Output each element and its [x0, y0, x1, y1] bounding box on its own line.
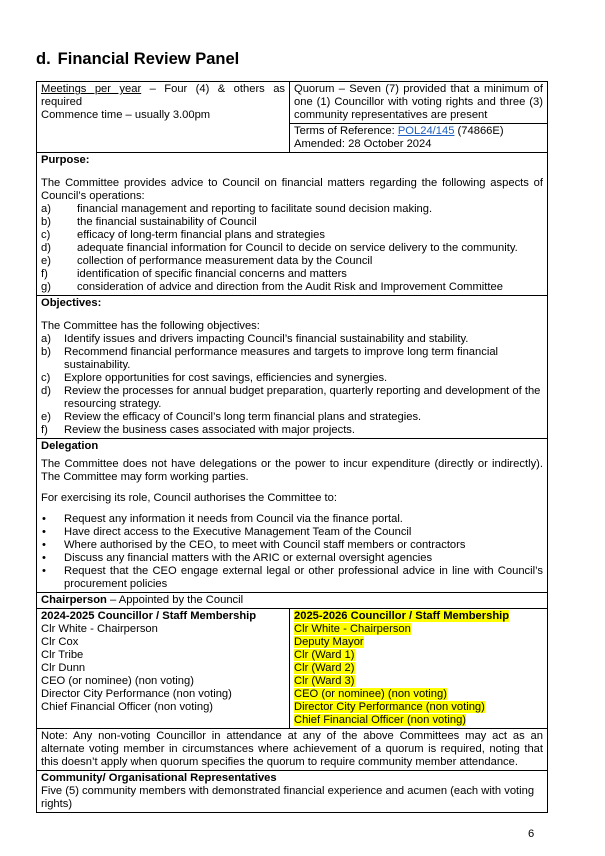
purpose-item-text: consideration of advice and direction from the Audit Risk and Improvement Committee — [77, 281, 503, 293]
membership-2024-list — [41, 623, 285, 714]
section-number: d. — [36, 50, 51, 68]
amended-date: Amended: 28 October 2024 — [294, 138, 432, 150]
member-2025-row — [294, 623, 543, 636]
purpose-item-text: identification of specific financial concerns and matters — [77, 268, 347, 280]
objectives-row — [37, 296, 548, 439]
section-heading — [36, 50, 239, 69]
objective-item-text: Review the efficacy of Council’s long term financial plans and strategies. — [64, 411, 422, 423]
purpose-row — [37, 153, 548, 296]
purpose-item — [41, 281, 543, 294]
purpose-item-text: financial management and reporting to facilitate sound decision making. — [77, 203, 433, 215]
purpose-item-text: collection of performance measurement data by the Council — [77, 255, 373, 267]
meetings-row — [37, 82, 548, 153]
chairperson-row — [37, 593, 548, 609]
membership-2024-cell — [37, 609, 290, 729]
page-number: 6 — [528, 828, 535, 840]
purpose-item-marker: d) — [41, 242, 51, 254]
objective-item — [41, 385, 543, 411]
bullet-icon: • — [42, 565, 46, 577]
member-2025-row — [294, 636, 543, 649]
objective-item — [41, 411, 543, 424]
delegation-item — [41, 513, 543, 526]
purpose-item — [41, 216, 543, 229]
membership-row — [37, 609, 548, 729]
delegation-authorises: For exercising its role, Council authorises the Committee to: — [41, 492, 337, 504]
objective-item-marker: c) — [41, 372, 51, 384]
member-2024: Director City Performance (non voting) — [41, 688, 232, 700]
purpose-item-text: the financial sustainability of Council — [77, 216, 257, 228]
objective-item — [41, 424, 543, 437]
objectives-title: Objectives: — [41, 297, 102, 309]
bullet-icon: • — [42, 552, 46, 564]
chairperson-text: – Appointed by the Council — [106, 594, 244, 606]
policy-link[interactable]: POL24/145 — [397, 125, 455, 137]
delegation-cell — [37, 439, 548, 593]
objective-item-text: Recommend financial performance measures and targets to improve long term financial sustainability. — [64, 346, 499, 371]
terms-label: Terms of Reference: — [294, 125, 398, 137]
purpose-list — [41, 203, 543, 294]
delegation-paragraph: The Committee does not have delegations or the power to incur expenditure (directly or indirectly). The Committee may form working parties. — [41, 458, 543, 483]
terms-of-reference — [290, 124, 547, 152]
member-2024: CEO (or nominee) (non voting) — [41, 675, 194, 687]
bullet-icon: • — [42, 513, 46, 525]
membership-2024-title: 2024-2025 Councillor / Staff Membership — [41, 610, 257, 622]
member-2025-row — [294, 688, 543, 701]
member-2024: Clr Dunn — [41, 662, 86, 674]
member-2025: Chief Financial Officer (non voting) — [294, 714, 467, 726]
purpose-item-marker: f) — [41, 268, 48, 280]
meetings-text: – Four (4) & others as required — [41, 83, 286, 108]
community-cell — [37, 771, 548, 813]
member-2025-row — [294, 701, 543, 714]
bullet-icon: • — [42, 526, 46, 538]
member-2024: Clr White - Chairperson — [41, 623, 158, 635]
purpose-item — [41, 255, 543, 268]
objective-item — [41, 333, 543, 346]
member-2025: Director City Performance (non voting) — [294, 701, 485, 713]
committee-table-wrapper — [36, 81, 547, 813]
membership-2025-title: 2025-2026 Councillor / Staff Membership — [294, 610, 510, 622]
meetings-cell — [37, 82, 290, 153]
purpose-item-marker: b) — [41, 216, 51, 228]
objective-item-marker: a) — [41, 333, 51, 345]
delegation-list — [41, 513, 543, 591]
commence-time: Commence time – usually 3.00pm — [41, 109, 211, 121]
delegation-item-text: Request that the CEO engage external legal or other professional advice in line with Council’s procurement policies — [64, 565, 543, 590]
delegation-item-text: Discuss any financial matters with the ARIC or external oversight agencies — [64, 552, 433, 564]
member-2025: CEO (or nominee) (non voting) — [294, 688, 447, 700]
member-2025: Deputy Mayor — [294, 636, 364, 648]
objective-item-marker: f) — [41, 424, 48, 436]
delegation-row — [37, 439, 548, 593]
member-2025-row — [294, 649, 543, 662]
community-row — [37, 771, 548, 813]
member-2024: Clr Cox — [41, 636, 79, 648]
purpose-item-marker: a) — [41, 203, 51, 215]
objective-item — [41, 346, 543, 372]
objective-item-text: Review the processes for annual budget preparation, quarterly reporting and development of the resourcing strategy. — [64, 385, 541, 410]
terms-code: (74866E) — [454, 125, 504, 137]
member-2025: Clr (Ward 3) — [294, 675, 355, 687]
delegation-item-text: Request any information it needs from Council via the finance portal. — [64, 513, 403, 525]
delegation-item — [41, 565, 543, 591]
note-row — [37, 729, 548, 771]
objective-item-marker: b) — [41, 346, 51, 358]
purpose-title: Purpose: — [41, 154, 90, 166]
objectives-intro: The Committee has the following objectives: — [41, 320, 260, 332]
purpose-item-text: efficacy of long-term financial plans and strategies — [77, 229, 325, 241]
member-2025-row — [294, 662, 543, 675]
purpose-intro: The Committee provides advice to Council on financial matters regarding the following aspects of Council’s operations: — [41, 177, 543, 202]
community-text: Five (5) community members with demonstrated financial experience and acumen (each with voting rights) — [41, 785, 535, 810]
member-2024: Chief Financial Officer (non voting) — [41, 701, 214, 713]
purpose-item — [41, 229, 543, 242]
delegation-item — [41, 539, 543, 552]
member-2025: Clr (Ward 2) — [294, 662, 355, 674]
bullet-icon: • — [42, 539, 46, 551]
quorum-terms-cell — [290, 82, 548, 153]
purpose-item-marker: c) — [41, 229, 51, 241]
purpose-item — [41, 268, 543, 281]
objectives-list — [41, 333, 543, 437]
objectives-cell — [37, 296, 548, 439]
meetings-label: Meetings per year — [41, 83, 142, 95]
chairperson-cell — [37, 593, 548, 609]
purpose-item — [41, 242, 543, 255]
delegation-item-text: Have direct access to the Executive Management Team of the Council — [64, 526, 412, 538]
delegation-item — [41, 552, 543, 565]
member-2025: Clr (Ward 1) — [294, 649, 355, 661]
committee-table — [36, 81, 548, 813]
objective-item-text: Review the business cases associated with major projects. — [64, 424, 356, 436]
purpose-item — [41, 203, 543, 216]
member-2024: Clr Tribe — [41, 649, 84, 661]
purpose-item-text: adequate financial information for Council to decide on service delivery to the community. — [77, 242, 518, 254]
objective-item-text: Identify issues and drivers impacting Council’s financial sustainability and stability. — [64, 333, 469, 345]
note-cell: Note: Any non-voting Councillor in attendance at any of the above Committees may act as an alternate voting member in circumstances where achievement of a quorum is required, noting that this doesn’t apply when quorum specifies the quorum to require community member attendance. — [37, 729, 548, 771]
chairperson-label: Chairperson — [41, 594, 107, 606]
membership-2025-list — [294, 623, 543, 727]
objective-item-marker: e) — [41, 411, 51, 423]
objective-item-text: Explore opportunities for cost savings, efficiencies and synergies. — [64, 372, 388, 384]
community-title: Community/ Organisational Representatives — [41, 772, 277, 784]
purpose-item-marker: g) — [41, 281, 51, 293]
section-title: Financial Review Panel — [57, 50, 240, 68]
purpose-cell — [37, 153, 548, 296]
member-2025-row — [294, 675, 543, 688]
objective-item-marker: d) — [41, 385, 51, 397]
purpose-item-marker: e) — [41, 255, 51, 267]
membership-2025-cell — [290, 609, 548, 729]
delegation-item-text: Where authorised by the CEO, to meet with Council staff members or contractors — [64, 539, 466, 551]
quorum-text: Quorum – Seven (7) provided that a minimum of one (1) Councillor with voting rights and three (3) community representatives are present — [290, 82, 547, 124]
member-2025-row — [294, 714, 543, 727]
delegation-item — [41, 526, 543, 539]
delegation-title: Delegation — [41, 440, 99, 452]
objective-item — [41, 372, 543, 385]
member-2025: Clr White - Chairperson — [294, 623, 411, 635]
